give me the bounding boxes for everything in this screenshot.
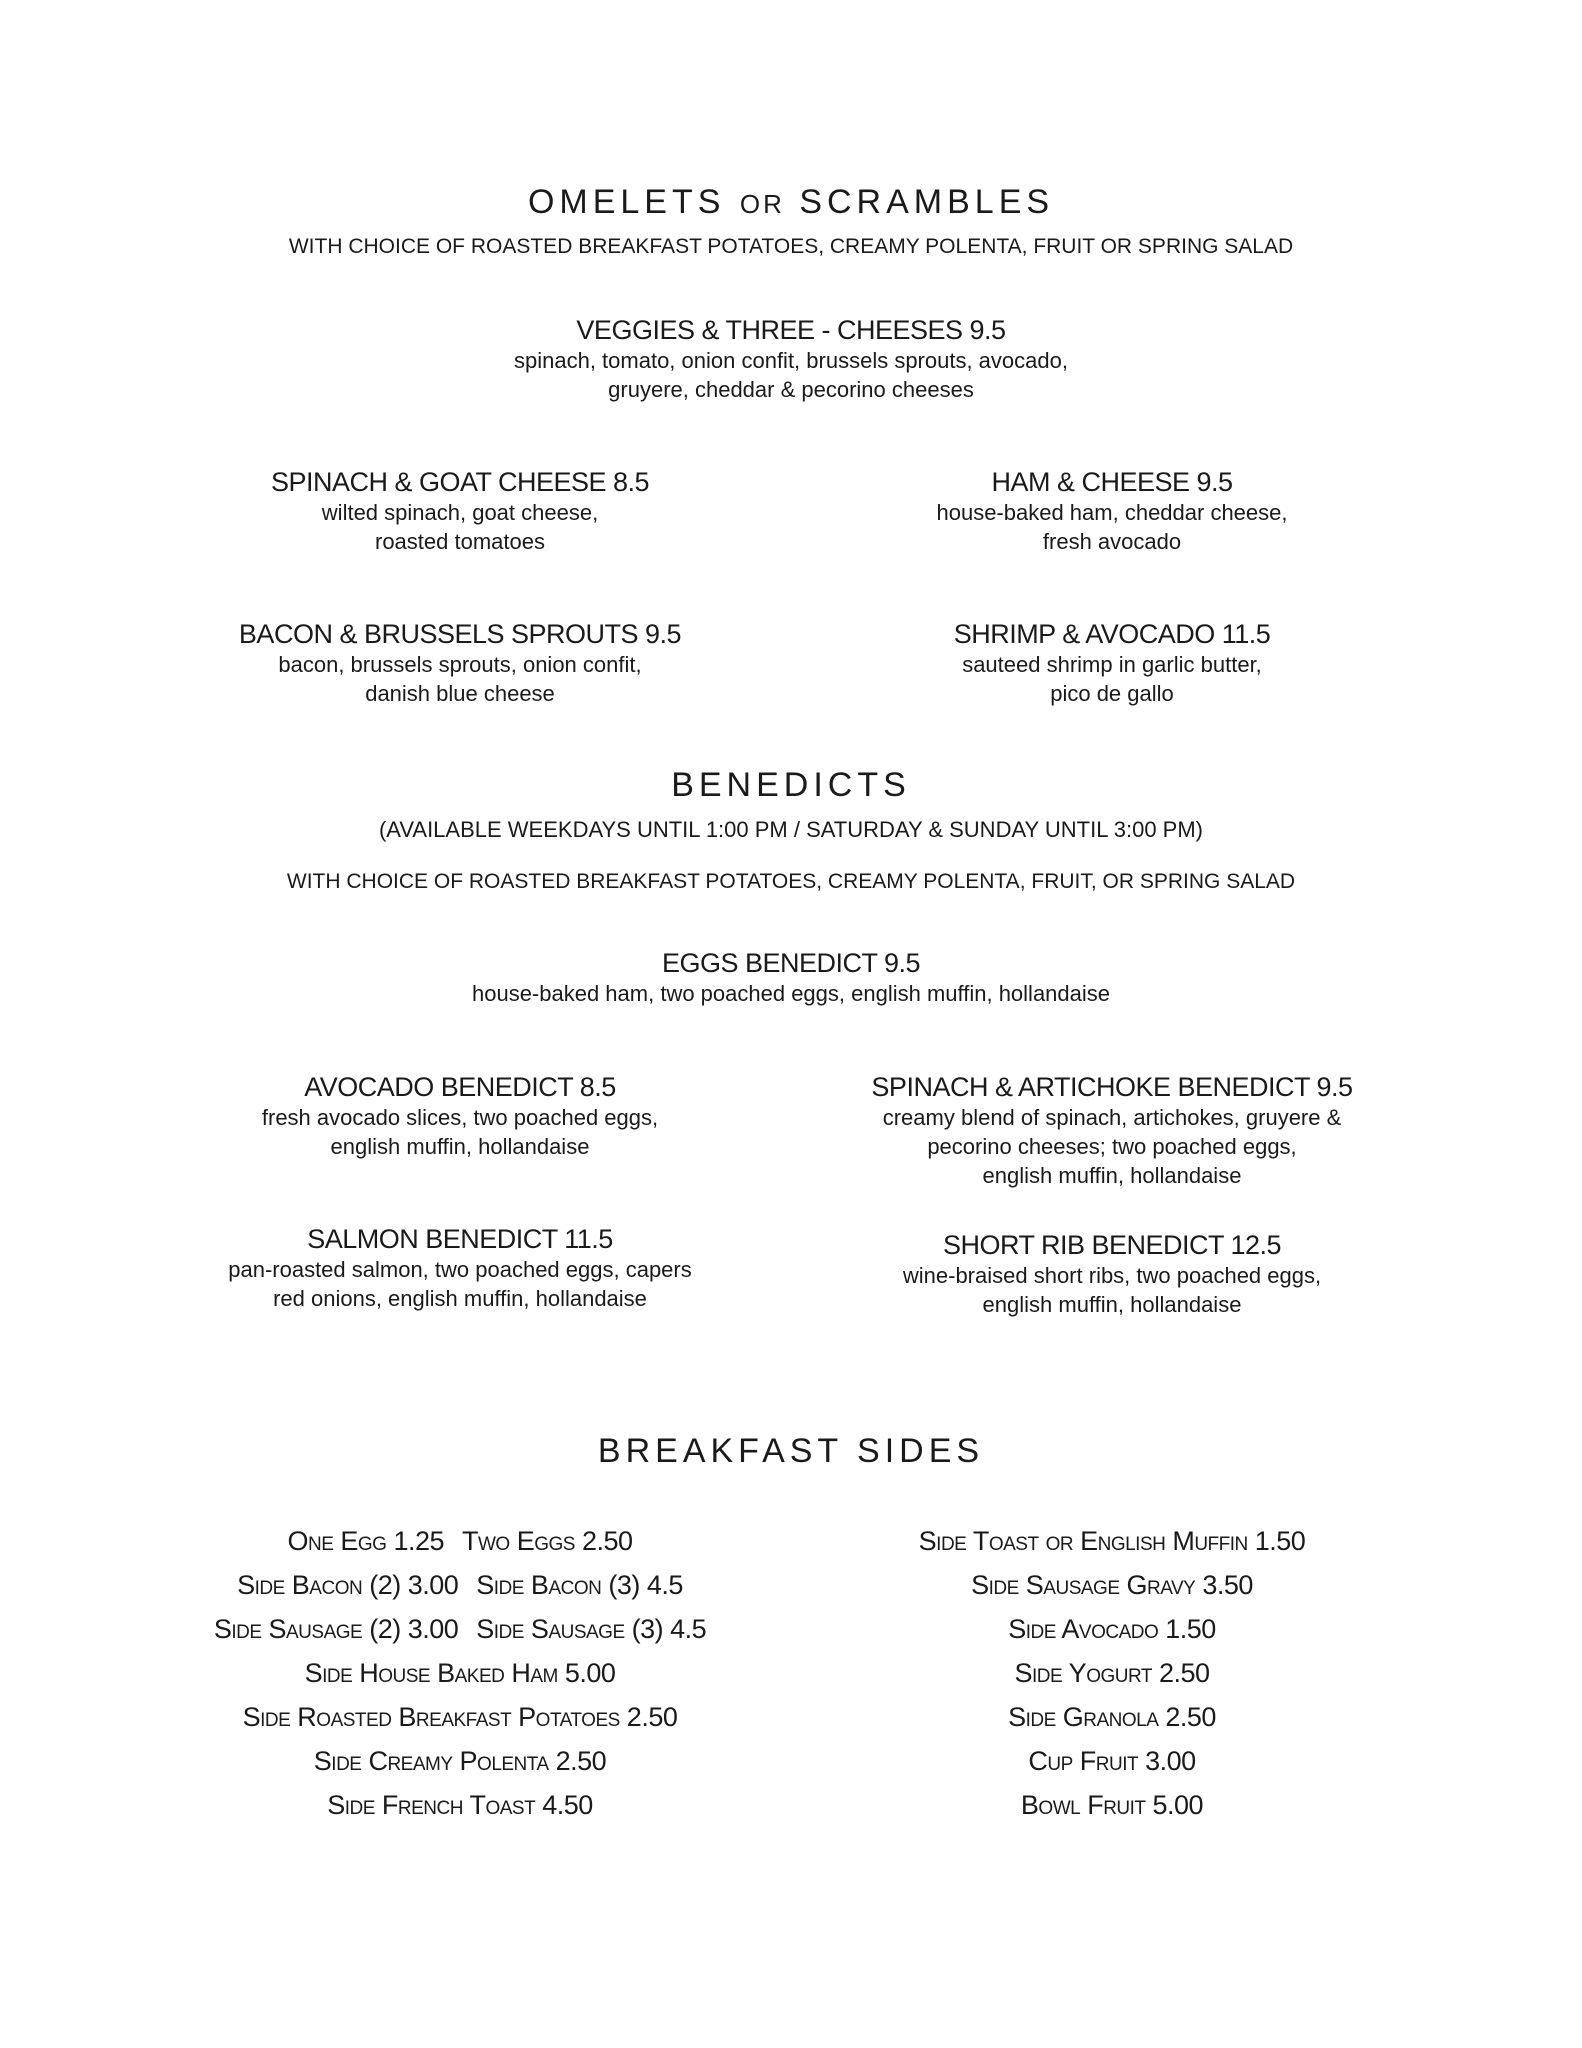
menu-item-ham-cheese [812, 466, 1412, 556]
sides-line [160, 1563, 760, 1607]
omelets-subtitle: WITH CHOICE OF ROASTED BREAKFAST POTATOES, CREAMY POLENTA, FRUIT OR SPRING SALAD [288, 235, 1294, 258]
side-item: Side Sausage (2) 3.00 [213, 1614, 459, 1644]
item-desc: gruyere, cheddar & pecorino cheeses [608, 377, 974, 402]
item-desc: house-baked ham, two poached eggs, english muffin, hollandaise [471, 981, 1111, 1006]
side-item: Side Sausage Gravy 3.50 [971, 1570, 1253, 1600]
item-name: VEGGIES & THREE - CHEESES 9.5 [576, 315, 1006, 345]
item-desc: spinach, tomato, onion confit, brussels sprouts, avocado, [514, 348, 1068, 373]
side-item: Side Roasted Breakfast Potatoes 2.50 [242, 1702, 678, 1732]
item-desc: house-baked ham, cheddar cheese, [936, 500, 1288, 525]
side-item: Cup Fruit 3.00 [1028, 1746, 1196, 1776]
item-desc: wilted spinach, goat cheese, [321, 500, 599, 525]
sides-line [160, 1739, 760, 1783]
item-name: SHRIMP & AVOCADO 11.5 [953, 619, 1271, 649]
item-name: BACON & BRUSSELS SPROUTS 9.5 [238, 619, 682, 649]
side-item: Bowl Fruit 5.00 [1020, 1790, 1204, 1820]
item-desc: fresh avocado slices, two poached eggs, [261, 1105, 659, 1130]
side-item: Side Bacon (3) 4.5 [476, 1570, 683, 1600]
menu-item-spinach-goat-cheese [160, 466, 760, 556]
menu-item-featured-omelet [0, 314, 1582, 404]
item-desc: pico de gallo [1050, 681, 1174, 706]
sides-left-column [160, 1519, 760, 1827]
menu-item-salmon-benedict [160, 1223, 760, 1313]
side-item: Side Creamy Polenta 2.50 [313, 1746, 607, 1776]
side-item: Side Sausage (3) 4.5 [476, 1614, 707, 1644]
menu-item-spinach-artichoke-benedict [812, 1071, 1412, 1190]
sides-right-column [812, 1519, 1412, 1827]
item-name: EGGS BENEDICT 9.5 [661, 948, 921, 978]
omelets-title-part-2: SCRAMBLES [799, 183, 1055, 221]
item-name: HAM & CHEESE 9.5 [991, 467, 1233, 497]
item-desc: sauteed shrimp in garlic butter, [962, 652, 1262, 677]
benedicts-subtitle: WITH CHOICE OF ROASTED BREAKFAST POTATOES, CREAMY POLENTA, FRUIT, OR SPRING SALAD [286, 870, 1296, 893]
side-item: Side Toast or English Muffin 1.50 [918, 1526, 1306, 1556]
item-desc: wine-braised short ribs, two poached eggs, [902, 1263, 1322, 1288]
side-item: Two Eggs 2.50 [462, 1526, 633, 1556]
sides-section-title: BREAKFAST SIDES [597, 1432, 985, 1470]
omelets-title-part-1: OMELETS [527, 183, 726, 221]
item-desc: danish blue cheese [365, 681, 555, 706]
item-desc: pan-roasted salmon, two poached eggs, capers [228, 1257, 692, 1282]
item-desc: pecorino cheeses; two poached eggs, [927, 1134, 1297, 1159]
item-desc: creamy blend of spinach, artichokes, gruyere & [882, 1105, 1342, 1130]
side-item: Side Bacon (2) 3.00 [237, 1570, 459, 1600]
sides-line [160, 1651, 760, 1695]
omelets-section-title [0, 183, 1582, 222]
menu-item-avocado-benedict [160, 1071, 760, 1161]
item-desc: english muffin, hollandaise [982, 1163, 1242, 1188]
item-desc: english muffin, hollandaise [982, 1292, 1242, 1317]
item-desc: fresh avocado [1042, 529, 1182, 554]
benedicts-section-title: BENEDICTS [671, 766, 911, 804]
item-name: SHORT RIB BENEDICT 12.5 [942, 1230, 1282, 1260]
omelets-title-or: OR [739, 189, 785, 219]
item-name: AVOCADO BENEDICT 8.5 [304, 1072, 616, 1102]
sides-line [160, 1695, 760, 1739]
menu-item-bacon-brussels [160, 618, 760, 708]
side-item: Side French Toast 4.50 [327, 1790, 593, 1820]
item-desc: english muffin, hollandaise [330, 1134, 590, 1159]
item-name: SPINACH & GOAT CHEESE 8.5 [270, 467, 650, 497]
side-item: Side Yogurt 2.50 [1014, 1658, 1210, 1688]
side-item: Side Avocado 1.50 [1008, 1614, 1216, 1644]
sides-line [160, 1519, 760, 1563]
menu-item-eggs-benedict [0, 947, 1582, 1008]
item-desc: bacon, brussels sprouts, onion confit, [278, 652, 642, 677]
side-item: Side Granola 2.50 [1008, 1702, 1216, 1732]
side-item: Side House Baked Ham 5.00 [304, 1658, 616, 1688]
side-item: One Egg 1.25 [287, 1526, 444, 1556]
item-name: SALMON BENEDICT 11.5 [307, 1224, 613, 1254]
benedicts-availability: (AVAILABLE WEEKDAYS UNTIL 1:00 PM / SATURDAY & SUNDAY UNTIL 3:00 PM) [378, 817, 1203, 842]
sides-line [160, 1783, 760, 1827]
item-name: SPINACH & ARTICHOKE BENEDICT 9.5 [871, 1072, 1353, 1102]
menu-item-short-rib-benedict [812, 1229, 1412, 1319]
item-desc: roasted tomatoes [375, 529, 545, 554]
sides-line [160, 1607, 760, 1651]
menu-item-shrimp-avocado [812, 618, 1412, 708]
item-desc: red onions, english muffin, hollandaise [273, 1286, 647, 1311]
